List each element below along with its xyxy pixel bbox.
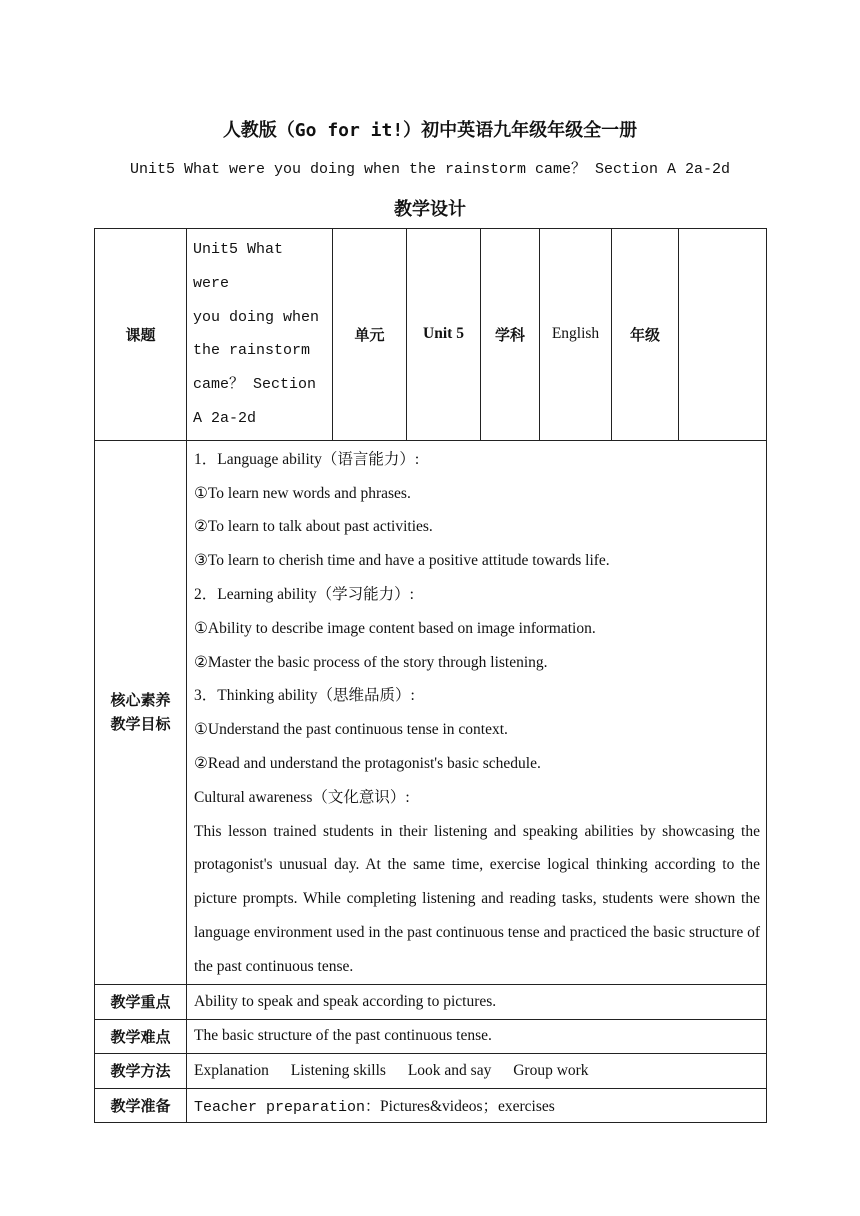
goal-item: ①Understand the past continuous tense in context. xyxy=(194,721,508,739)
topic-line: Unit5 What were xyxy=(193,241,284,292)
grade-value xyxy=(679,229,767,441)
unit-label: 单元 xyxy=(333,229,407,441)
goals-row xyxy=(95,440,767,984)
topic-line: A 2a-2d xyxy=(193,409,257,427)
methods-row xyxy=(95,1053,767,1088)
topic-line: came？ Section xyxy=(193,376,317,394)
topic-line: the rainstorm xyxy=(193,342,311,360)
document-subtitle: Unit5 What were you doing when the rainstorm came？ Section A 2a-2d xyxy=(129,161,731,178)
goals-content xyxy=(187,440,767,984)
topic-value xyxy=(187,229,333,441)
difficulties-value: The basic structure of the past continuous tense. xyxy=(187,1019,767,1053)
key-points-row xyxy=(95,984,767,1019)
lesson-plan-table xyxy=(94,228,767,1123)
document-heading: 教学设计 xyxy=(394,199,466,220)
goal-item: ③To learn to cherish time and have a positive attitude towards life. xyxy=(194,552,610,570)
subject-label: 学科 xyxy=(481,229,540,441)
key-points-value: Ability to speak and speak according to pictures. xyxy=(187,984,767,1019)
goal-item: ②Read and understand the protagonist's basic schedule. xyxy=(194,754,541,772)
method-item: Listening skills xyxy=(290,1061,386,1079)
goal-item: 1．Language ability（语言能力）: xyxy=(194,450,420,468)
topic-row xyxy=(95,229,767,441)
goal-item: Cultural awareness（文化意识）: xyxy=(194,788,410,806)
grade-label: 年级 xyxy=(612,229,679,441)
subject-value: English xyxy=(540,229,612,441)
method-item: Explanation xyxy=(194,1061,269,1079)
unit-value: Unit 5 xyxy=(407,229,481,441)
preparation-value xyxy=(187,1088,767,1122)
document-title: 人教版（Go for it!）初中英语九年级年级全一册 xyxy=(222,120,638,141)
method-item: Look and say xyxy=(407,1061,492,1079)
preparation-label: 教学准备 xyxy=(95,1088,187,1122)
topic-label: 课题 xyxy=(95,229,187,441)
goal-item: ②To learn to talk about past activities. xyxy=(194,518,433,536)
goal-item: ①To learn new words and phrases. xyxy=(194,484,411,502)
goal-item: ①Ability to describe image content based on image information. xyxy=(194,619,596,637)
topic-line: you doing when xyxy=(193,308,320,326)
goals-label xyxy=(95,440,187,984)
method-item: Group work xyxy=(513,1061,589,1079)
goals-label-line: 教学目标 xyxy=(110,715,171,734)
cultural-paragraph: This lesson trained students in their listening and speaking abilities by showcasing the protagonist's unusual day. At the same time, exercise logical thinking according to the picture prompts. While completing listening and reading tasks, students were shown the language environment used in the past continuous tense and practiced the basic structure of the past continuous tense. xyxy=(194,822,760,975)
preparation-items: Pictures&videos；exercises xyxy=(380,1098,555,1116)
preparation-row xyxy=(95,1088,767,1122)
key-points-label: 教学重点 xyxy=(95,984,187,1019)
methods-value xyxy=(187,1053,767,1088)
difficulties-label: 教学难点 xyxy=(95,1019,187,1053)
goal-item: 2．Learning ability（学习能力）: xyxy=(194,585,414,603)
goals-label-line: 核心素养 xyxy=(110,691,171,710)
goal-item: ②Master the basic process of the story through listening. xyxy=(194,653,548,671)
preparation-prefix: Teacher preparation： xyxy=(194,1099,381,1117)
goal-item: 3．Thinking ability（思维品质）: xyxy=(194,687,415,705)
methods-label: 教学方法 xyxy=(95,1053,187,1088)
difficulties-row xyxy=(95,1019,767,1053)
